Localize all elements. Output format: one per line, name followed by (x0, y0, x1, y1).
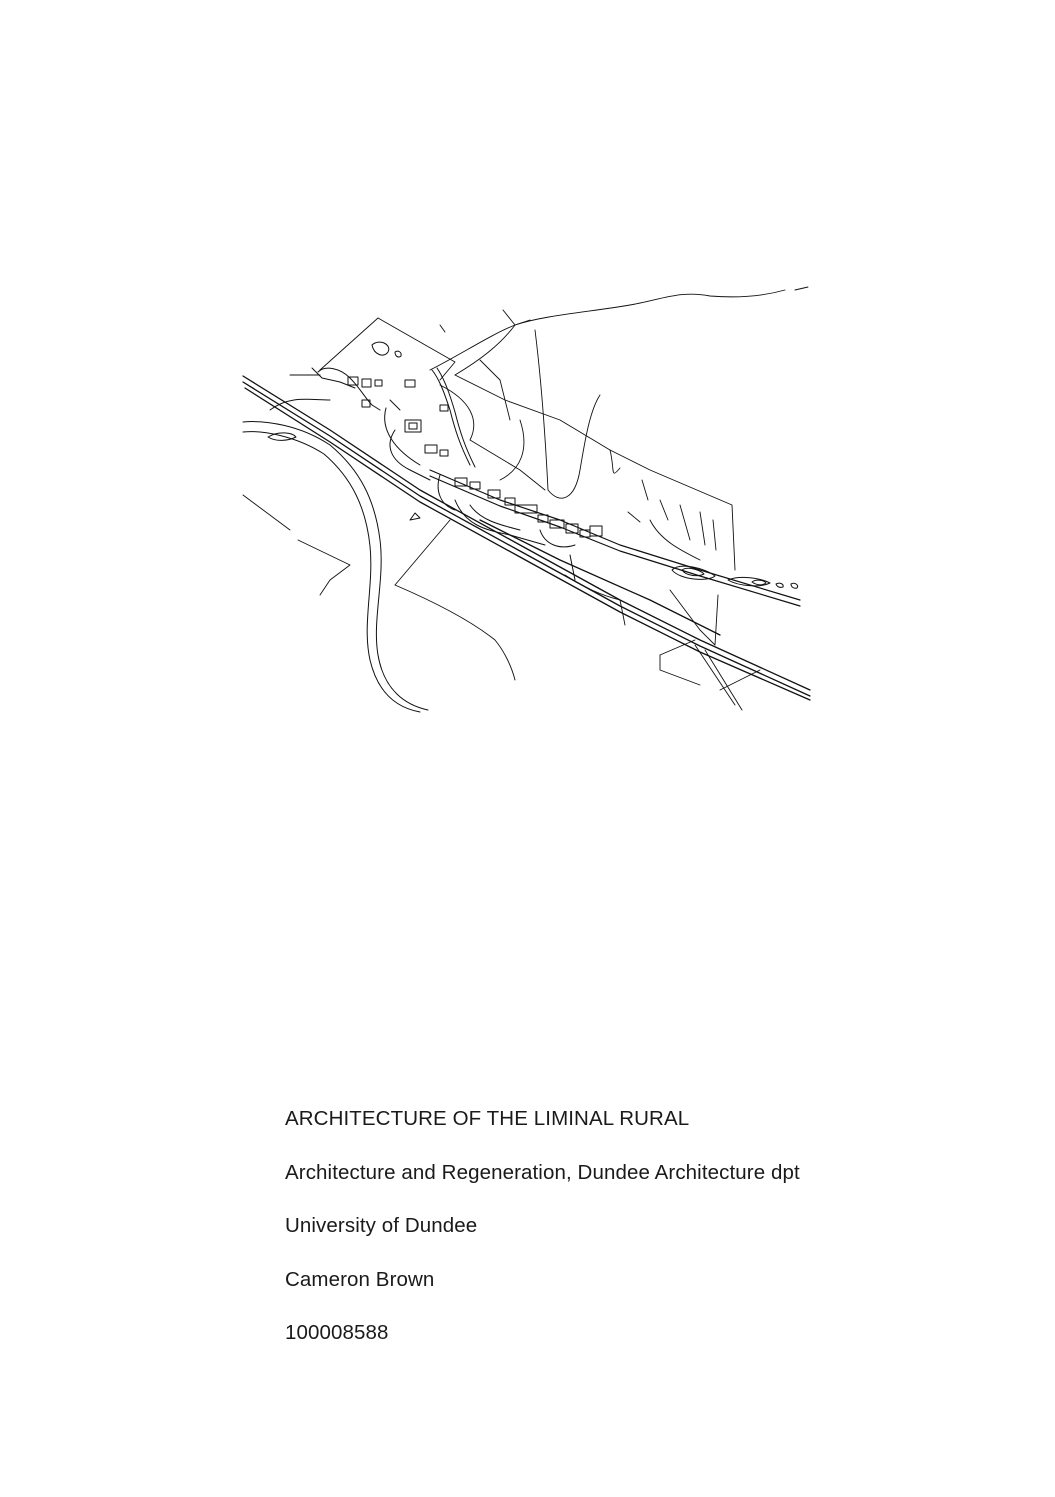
main-road-corridor (243, 376, 810, 700)
programme-line: Architecture and Regeneration, Dundee Architecture dpt (285, 1160, 800, 1184)
site-map-linework (236, 276, 820, 716)
institution-line: University of Dundee (285, 1214, 478, 1237)
site-map-drawing (236, 276, 820, 716)
cover-title-block (285, 1104, 985, 1372)
field-boundaries-south (243, 495, 760, 710)
river (243, 422, 428, 712)
student-id: 100008588 (285, 1321, 389, 1344)
author-name: Cameron Brown (285, 1267, 435, 1291)
thesis-title: ARCHITECTURE OF THE LIMINAL RURAL (285, 1107, 690, 1130)
